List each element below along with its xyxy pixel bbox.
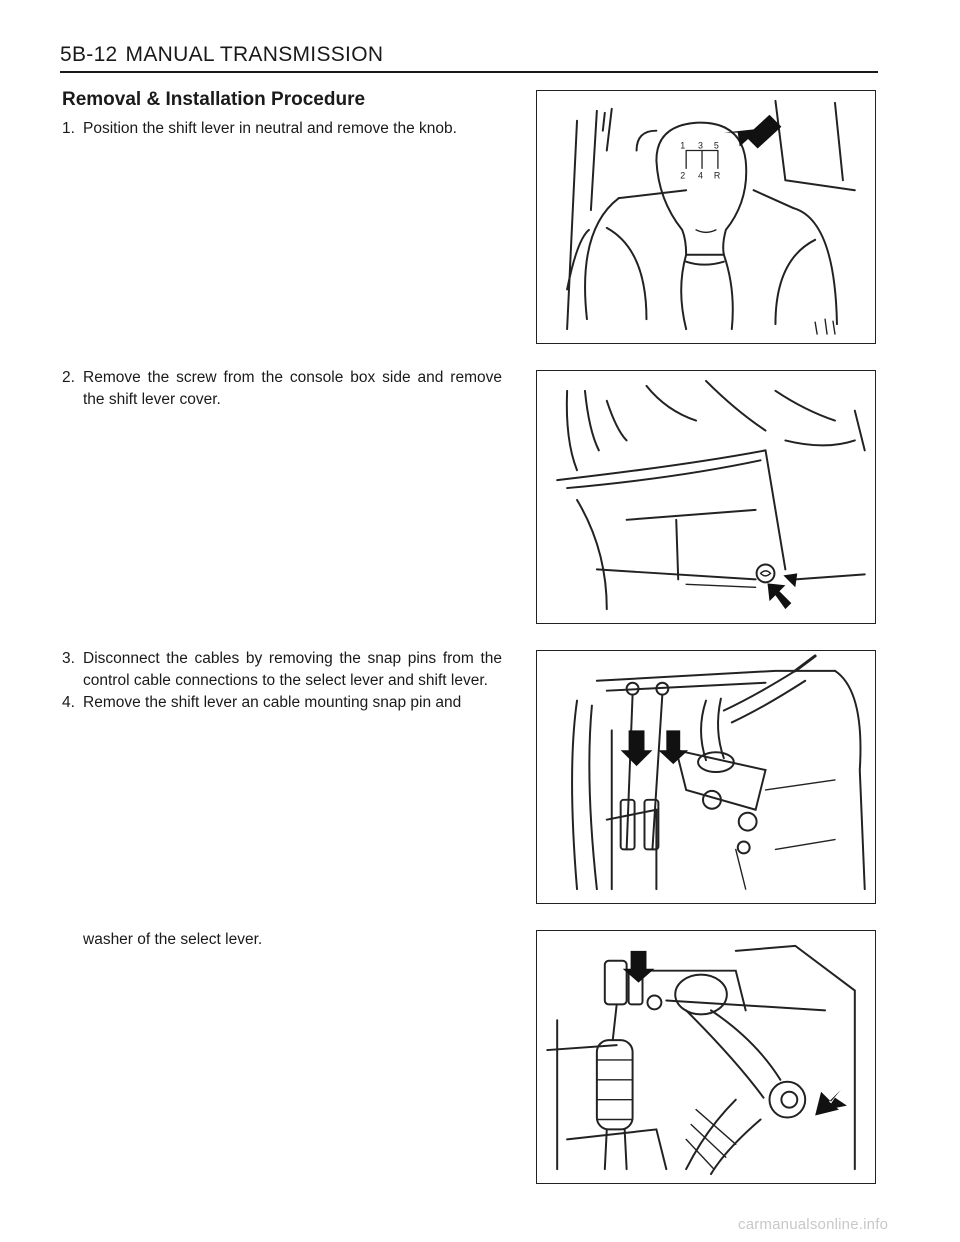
step-number: 1. xyxy=(62,120,75,137)
gear-label-1: 1 xyxy=(680,140,686,151)
figure-select-lever xyxy=(536,930,876,1184)
figure-cable-connections xyxy=(536,650,876,904)
page-header xyxy=(60,42,878,68)
watermark: carmanualsonline.info xyxy=(738,1216,889,1233)
step-text: Disconnect the cables by removing the snap pins from the control cable connections to the select lever and shift lever. xyxy=(83,650,502,689)
step-number: 4. xyxy=(62,694,75,711)
figure-shift-knob xyxy=(536,90,876,344)
step-text: washer of the select lever. xyxy=(83,931,263,948)
step-4-continued xyxy=(62,929,502,951)
pointer-arrow-icon xyxy=(658,730,688,764)
figure-console-screw xyxy=(536,370,876,624)
procedure-title: Removal & Installation Procedure xyxy=(62,89,366,110)
step-1 xyxy=(62,118,502,140)
step-number: 3. xyxy=(62,650,75,667)
step-4 xyxy=(62,692,502,714)
header-rule xyxy=(60,71,878,73)
step-number: 2. xyxy=(62,369,75,386)
gear-label-r: R xyxy=(713,170,721,181)
gear-label-3: 3 xyxy=(698,140,704,151)
gear-label-4: 4 xyxy=(698,170,704,181)
section-name: MANUAL TRANSMISSION xyxy=(125,43,384,66)
step-2 xyxy=(62,367,502,411)
section-code: 5B-12 xyxy=(60,43,118,66)
step-text: Remove the shift lever an cable mounting snap pin and xyxy=(83,694,462,711)
step-text: Remove the screw from the console box side and remove the shift lever cover. xyxy=(83,369,502,408)
pointer-arrow-icon xyxy=(815,1090,847,1116)
gear-pattern xyxy=(680,141,721,181)
gear-label-5: 5 xyxy=(713,140,719,151)
step-3 xyxy=(62,648,502,692)
gear-label-2: 2 xyxy=(680,170,686,181)
step-text: Position the shift lever in neutral and remove the knob. xyxy=(83,120,457,137)
pointer-arrow-icon xyxy=(621,730,653,766)
